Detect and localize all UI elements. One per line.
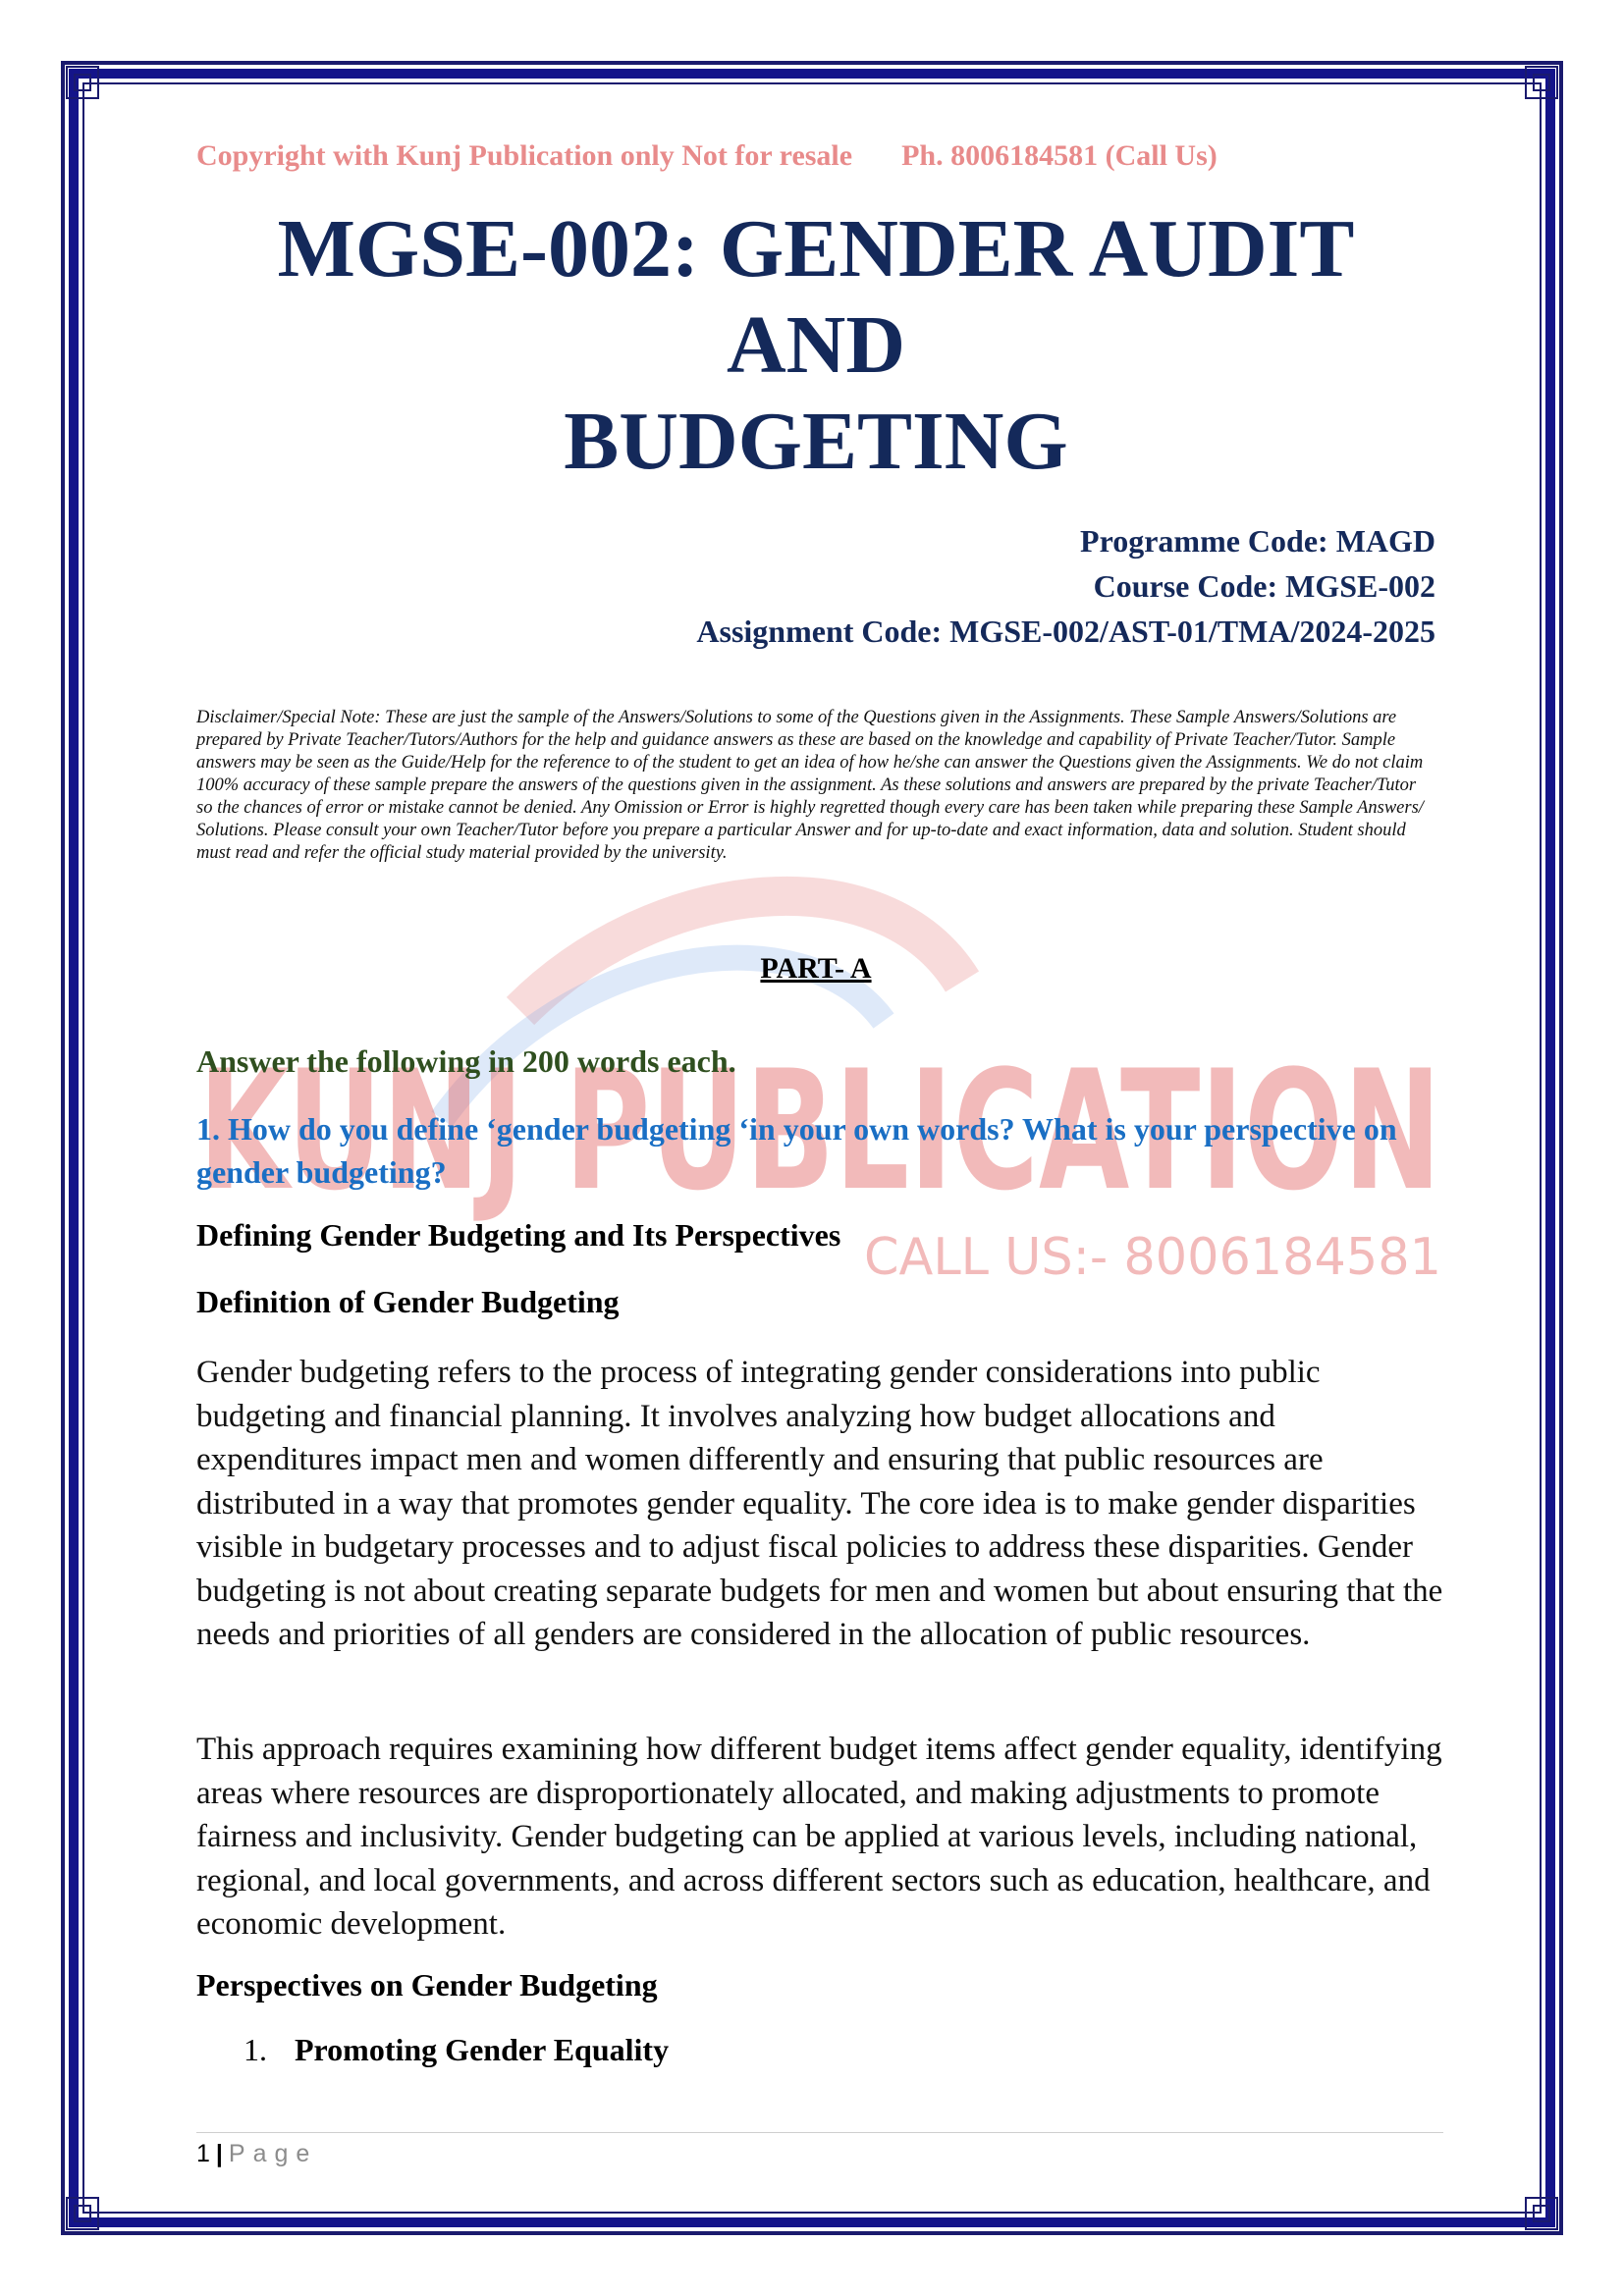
paragraph-approach: This approach requires examining how different budget items affect gender equality, identifying areas where resources are disproportionately allocated, and making adjustments to promote fairness and inclusivity. Gender budgeting can be applied at various levels, including national, regional, and local governments, and across different sectors such as education, healthcare, and economic development. <box>196 1732 1442 1942</box>
title-line-2: BUDGETING <box>564 396 1068 487</box>
course-codes <box>696 518 1435 654</box>
section-heading-definition: Definition of Gender Budgeting <box>196 1284 620 1319</box>
corner-ornament-top-left <box>65 65 100 100</box>
copyright-line <box>196 139 1435 173</box>
paragraph-definition: Gender budgeting refers to the process of integrating gender considerations into public budgeting and financial planning. It involves analyzing how budget allocations and expenditures impact men and women differently and ensuring that public resources are distributed in a way that promotes gender equality. The core idea is to make gender disparities visible in budgetary processes and to adjust fiscal policies to address these disparities. Gender budgeting is not about creating separate budgets for men and women but about ensuring that the needs and priorities of all genders are considered in the allocation of public resources. <box>196 1355 1443 1652</box>
course-code: Course Code: MGSE-002 <box>1093 568 1435 604</box>
disclaimer-note: Disclaimer/Special Note: These are just the sample of the Answers/Solutions to some of the Questions given in the Assignments. These Sample Answers/Solutions are prepared by Private Teacher/Tutors/Authors for the help and guidance answers as these are based on the knowledge and capability of Private Teacher/Tutor. Sample answers may be seen as the Guide/Help for the reference to of the student to get an idea of how he/she can answer the Questions given the Assignments. We do not claim 100% accuracy of these sample prepare the answers of the questions given in the assignment. As these solutions and answers are prepared by the private Teacher/Tutor so the chances of error or mistake cannot be denied. Any Omission or Error is highly regretted though every care has been taken while preparing these Sample Answers/ Solutions. Please consult your own Teacher/Tutor before you prepare a particular Answer and for up-to-date and exact information, data and solution. Student should must read and refer the official study material provided by the university. <box>196 708 1424 863</box>
title-line-1: MGSE-002: GENDER AUDIT AND <box>277 203 1355 391</box>
copyright-text: Copyright with Kunj Publication only Not for resale <box>196 139 853 172</box>
watermark-call: CALL US:- 8006184581 <box>864 1228 1441 1287</box>
instruction-text: Answer the following in 200 words each. <box>196 1043 736 1079</box>
page-word: Page <box>228 2140 318 2167</box>
footer-divider <box>196 2132 1443 2133</box>
programme-code: Programme Code: MAGD <box>1080 523 1435 559</box>
corner-ornament-top-right <box>1524 65 1559 100</box>
watermark-brand: KUNJ PUBLICATION <box>198 1035 1441 1227</box>
question-1: 1. How do you define ‘gender budgeting ‘in your own words? What is your perspective on gender budgeting? <box>196 1111 1397 1190</box>
part-label: PART- A <box>760 952 872 985</box>
page-number: 1 <box>196 2140 210 2167</box>
document-title <box>196 201 1435 490</box>
section-heading-main: Defining Gender Budgeting and Its Perspectives <box>196 1217 841 1253</box>
phone-text: Ph. 8006184581 (Call Us) <box>901 139 1218 172</box>
list-item <box>244 2032 669 2068</box>
list-item-text: Promoting Gender Equality <box>295 2032 670 2067</box>
corner-ornament-bottom-left <box>65 2196 100 2231</box>
page-footer <box>196 2140 317 2168</box>
list-item-number: 1. <box>244 2032 267 2067</box>
assignment-code: Assignment Code: MGSE-002/AST-01/TMA/2024-2025 <box>696 614 1435 649</box>
section-heading-perspectives: Perspectives on Gender Budgeting <box>196 1967 658 2002</box>
corner-ornament-bottom-right <box>1524 2196 1559 2231</box>
footer-separator: | <box>215 2140 223 2167</box>
